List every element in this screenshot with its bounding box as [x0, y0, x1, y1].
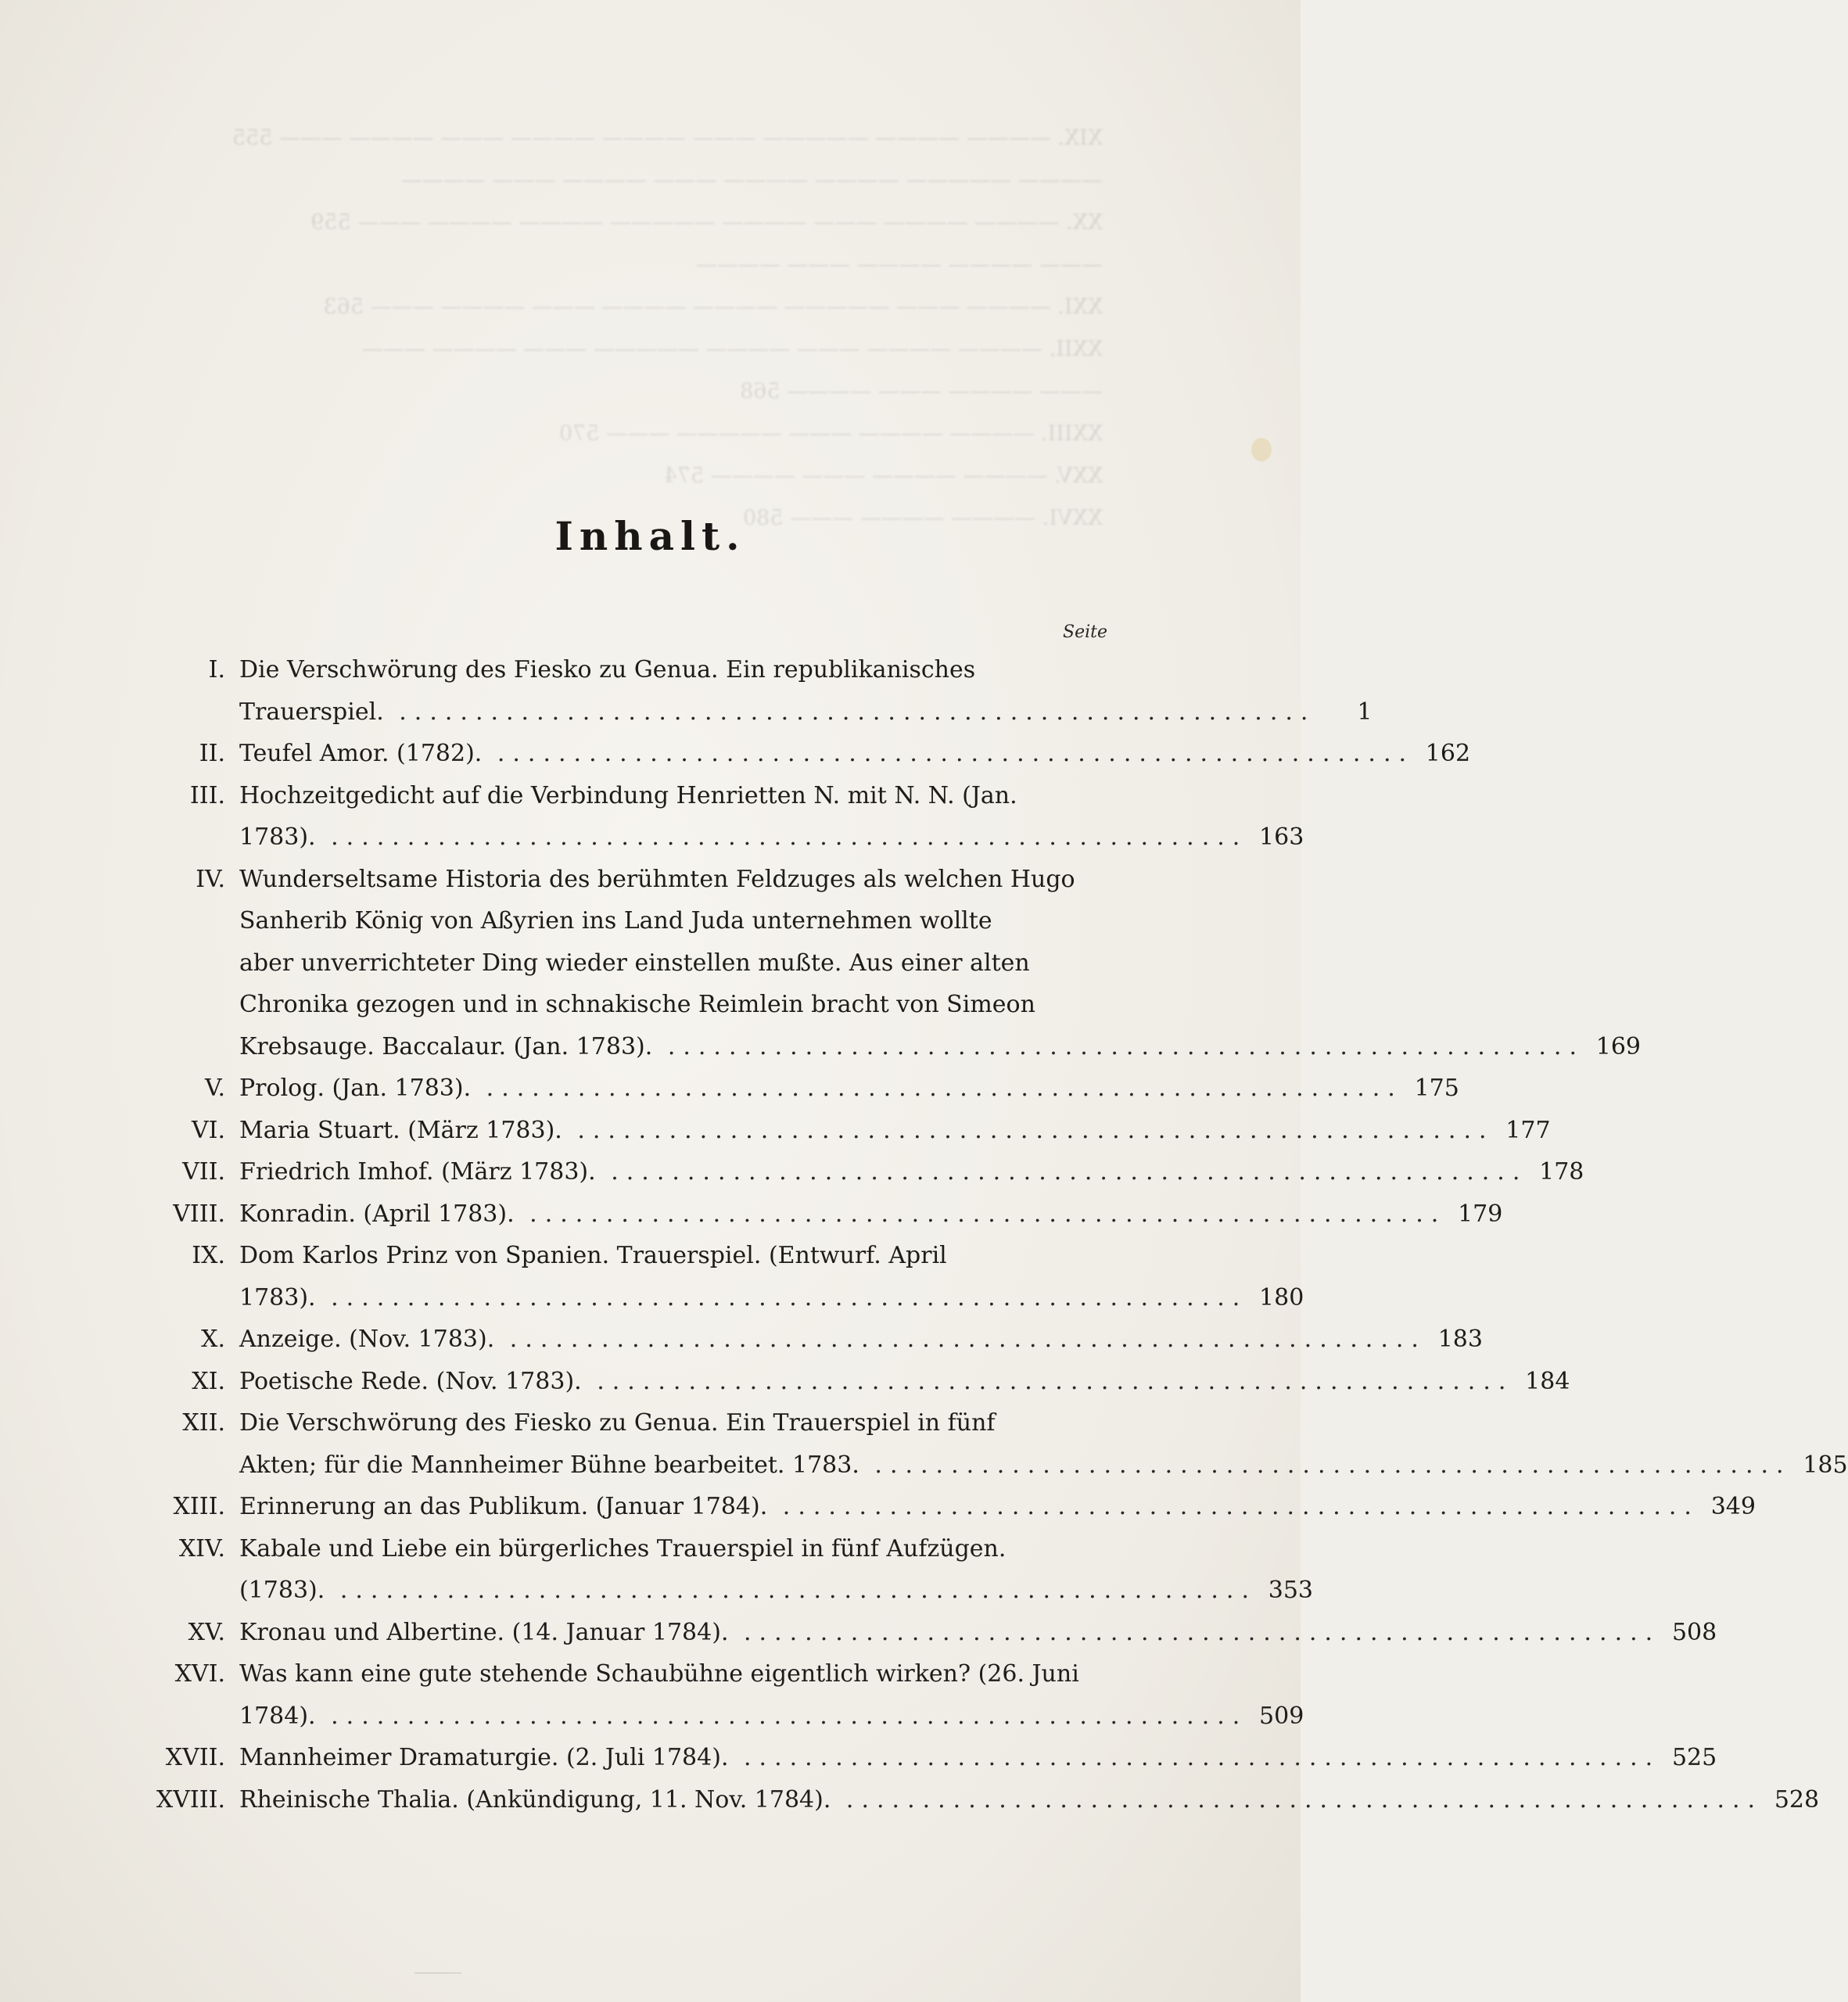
toc-entry — [133, 1067, 1459, 1110]
toc-entry-title-text: aber unverrichteter Ding wieder einstellen mußte. Aus einer alten — [239, 949, 1030, 977]
toc-entry-title-text: Erinnerung an das Publikum. (Januar 1784). — [239, 1493, 768, 1520]
toc-entry-number: XVII. — [165, 1744, 225, 1771]
toc-entry-title-text: Teufel Amor. (1782). — [239, 740, 483, 767]
toc-entry-title-text: 1784). — [239, 1702, 316, 1730]
toc-entry — [133, 1193, 1503, 1236]
toc-entry-title-text: Krebsauge. Baccalaur. (Jan. 1783). — [239, 1032, 653, 1060]
toc-entry-title-text: Kronau und Albertine. (14. Januar 1784). — [239, 1618, 729, 1646]
toc-entry — [133, 1151, 1584, 1193]
toc-entry-title-text: Trauerspiel. — [239, 698, 384, 726]
toc-entry-title — [239, 1486, 1706, 1528]
toc-entry-number: I. — [208, 656, 225, 683]
toc-entry-page-number: 508 — [1671, 1618, 1717, 1646]
toc-entry-title-text: 1783). — [239, 823, 316, 851]
toc-entry-title — [239, 1110, 1501, 1152]
dot-leader: ............................................................ — [652, 1032, 1584, 1060]
toc-entry — [133, 1486, 1756, 1528]
toc-entry-title-text: Die Verschwörung des Fiesko zu Genua. Ein republikanisches — [239, 656, 976, 683]
toc-entry-number: VIII. — [173, 1200, 225, 1228]
table-of-contents — [133, 649, 1848, 1821]
toc-entry-title-line — [239, 900, 1584, 942]
toc-entry-title-line — [239, 1737, 1660, 1779]
dot-leader: ............................................................ — [315, 1702, 1248, 1730]
toc-entry — [133, 1235, 1304, 1319]
toc-entry-title-text: Mannheimer Dramaturgie. (2. Juli 1784). — [239, 1744, 729, 1771]
toc-entry-title — [239, 1235, 1254, 1319]
toc-entry-title-line — [239, 733, 1414, 775]
toc-entry — [133, 775, 1304, 859]
toc-entry-number: XII. — [182, 1409, 225, 1437]
toc-entry-title-text: Chronika gezogen und in schnakische Reimlein bracht von Simeon — [239, 991, 1035, 1018]
toc-entry — [133, 1528, 1314, 1612]
toc-entry-number: II. — [199, 740, 225, 767]
toc-entry-title-line — [239, 1779, 1763, 1821]
toc-entry-title — [239, 1612, 1667, 1654]
dot-leader: ............................................................ — [859, 1451, 1792, 1479]
dot-leader: ............................................................ — [383, 698, 1316, 726]
toc-entry-title-text: Hochzeitgedicht auf die Verbindung Henrietten N. mit N. N. (Jan. — [239, 781, 1017, 809]
toc-entry-title-line — [239, 1151, 1527, 1193]
toc-entry — [133, 1110, 1551, 1152]
toc-entry-title — [239, 1737, 1667, 1779]
toc-entry-page-number: 1 — [1357, 698, 1373, 726]
toc-entry-title-line — [239, 1235, 1247, 1277]
toc-entry-page-number: 175 — [1414, 1075, 1459, 1102]
toc-entry-title-line — [239, 1361, 1513, 1403]
dot-leader: ............................................................ — [581, 1367, 1514, 1395]
toc-entry-title — [239, 1193, 1452, 1236]
toc-entry-page-number: 509 — [1259, 1702, 1304, 1730]
toc-entry-page-number: 179 — [1458, 1200, 1503, 1228]
toc-entry-title — [239, 733, 1420, 775]
toc-entry-number: IX. — [192, 1242, 225, 1269]
toc-entry-title-text: Poetische Rede. (Nov. 1783). — [239, 1367, 582, 1395]
toc-entry-page-number: 162 — [1425, 740, 1471, 767]
page-column-header: Seite — [1063, 622, 1107, 642]
toc-entry-page-number: 184 — [1525, 1367, 1570, 1395]
toc-entry-title-text: (1783). — [239, 1577, 325, 1604]
toc-entry-page-number: 528 — [1774, 1785, 1820, 1814]
toc-entry-number: VII. — [182, 1158, 225, 1186]
toc-entry-title-text: 1783). — [239, 1283, 316, 1311]
toc-entry-page-number: 349 — [1710, 1493, 1756, 1520]
toc-entry-title-text: Kabale und Liebe ein bürgerliches Trauerspiel in fünf Aufzügen. — [239, 1534, 1007, 1562]
toc-entry-title-text: Maria Stuart. (März 1783). — [239, 1116, 562, 1144]
toc-entry — [133, 1737, 1717, 1779]
toc-entry-title-text: Konradin. (April 1783). — [239, 1200, 515, 1228]
toc-entry-page-number: 353 — [1268, 1577, 1314, 1604]
toc-entry-title-line — [239, 984, 1584, 1026]
toc-entry-title — [239, 1151, 1534, 1193]
toc-entry-title-line — [239, 1444, 1792, 1487]
toc-entry-number: XVIII. — [156, 1785, 225, 1814]
toc-entry-number: XI. — [192, 1367, 225, 1395]
toc-entry-page-number: 525 — [1671, 1744, 1717, 1771]
toc-entry-title-line — [239, 1612, 1660, 1654]
toc-entry-title-text: Dom Karlos Prinz von Spanien. Trauerspiel. (Entwurf. April — [239, 1242, 947, 1269]
dot-leader: ............................................................ — [728, 1618, 1661, 1646]
toc-entry-title — [239, 1319, 1433, 1361]
toc-entry-title — [239, 1361, 1520, 1403]
toc-entry-number: IV. — [196, 865, 225, 893]
dot-leader: ............................................................ — [315, 823, 1248, 851]
dot-leader: ............................................................ — [595, 1158, 1528, 1186]
toc-entry-title-line — [239, 1486, 1699, 1528]
paper-stain — [1251, 438, 1272, 461]
dot-leader: ............................................................ — [728, 1744, 1661, 1771]
dot-leader: ............................................................ — [315, 1283, 1248, 1311]
toc-entry-title-line — [239, 1110, 1495, 1152]
toc-entry — [133, 1653, 1304, 1737]
toc-entry-title-line — [239, 1653, 1247, 1695]
toc-entry-title-text: Wunderseltsame Historia des berühmten Feldzuges als welchen Hugo — [239, 865, 1075, 893]
toc-entry-title-line — [239, 1026, 1584, 1068]
toc-entry-number: V. — [205, 1075, 225, 1102]
toc-entry-title-text: Friedrich Imhof. (März 1783). — [239, 1158, 596, 1186]
toc-entry-title-line — [239, 859, 1584, 901]
toc-entry-title-line — [239, 1319, 1426, 1361]
toc-entry-title — [239, 859, 1591, 1068]
toc-entry-title — [239, 649, 1322, 733]
toc-entry-number: VI. — [191, 1116, 225, 1144]
toc-entry — [133, 1779, 1820, 1821]
dot-leader: ............................................................ — [471, 1075, 1403, 1102]
toc-entry-title-text: Die Verschwörung des Fiesko zu Genua. Ein Trauerspiel in fünf — [239, 1409, 996, 1437]
toc-entry — [133, 1612, 1717, 1654]
dot-leader: ............................................................ — [325, 1577, 1258, 1604]
toc-entry-title-line — [239, 775, 1247, 817]
toc-entry-title-text: Rheinische Thalia. (Ankündigung, 11. Nov. 1784). — [239, 1785, 831, 1814]
dot-leader: ............................................................ — [562, 1116, 1495, 1144]
toc-entry — [133, 649, 1373, 733]
toc-entry-number: XVI. — [174, 1660, 225, 1688]
toc-entry-title-line — [239, 1528, 1257, 1570]
toc-entry-title — [239, 1653, 1254, 1737]
dot-leader: ............................................................ — [482, 740, 1415, 767]
toc-entry-title-text: Was kann eine gute stehende Schaubühne eigentlich wirken? (26. Juni — [239, 1660, 1079, 1688]
toc-entry — [133, 1361, 1570, 1403]
toc-entry-title — [239, 1779, 1769, 1821]
bleed-through-decoration: XIX. ———— ———— ————— ——— ———— ———— ——— ———— ——— 555 ———— ————— ———— ———— ——— ———— ——— ———— XX. ———— ———— ——— ———— ————— ———— ———— ——— 559 ——— ———— ———— ——— ———— XXI. ———— ——— ————— ———— ———— ——— ———— ——— 563 XXII. ———— ———— ——— ———— ————— ——— ———— ——— ——— ———— ——— ———— 568 XXIII. ———— ———— ——— ————— ——— 570 XXV. ———— ———— ——— ———— 574 XXVI. ———— ———— ——— 580 — [231, 126, 1103, 530]
page-title: Inhalt. — [554, 513, 746, 559]
toc-entry-title-line — [239, 1695, 1247, 1738]
toc-entry-title-line — [239, 1067, 1403, 1110]
toc-entry — [133, 859, 1641, 1068]
toc-entry-page-number: 169 — [1595, 1032, 1641, 1060]
toc-entry-page-number: 177 — [1505, 1116, 1551, 1144]
toc-entry-number: XIII. — [173, 1493, 225, 1520]
toc-entry-number: XV. — [188, 1618, 225, 1646]
toc-entry-page-number: 178 — [1539, 1158, 1584, 1186]
dot-leader: ............................................................ — [831, 1785, 1764, 1814]
toc-entry-title-line — [239, 691, 1315, 734]
toc-entry-number: X. — [201, 1326, 225, 1353]
toc-entry — [133, 1319, 1483, 1361]
toc-entry-title-text: Prolog. (Jan. 1783). — [239, 1075, 472, 1102]
footer-signature-mark — [414, 1955, 461, 1974]
toc-entry-title-line — [239, 1193, 1446, 1236]
toc-entry-title-line — [239, 942, 1584, 985]
toc-entry-page-number: 163 — [1259, 823, 1304, 851]
toc-entry-page-number: 183 — [1437, 1326, 1483, 1353]
dot-leader: ............................................................ — [494, 1326, 1426, 1353]
dot-leader: ............................................................ — [514, 1200, 1447, 1228]
toc-entry-title-line — [239, 1402, 1792, 1444]
toc-entry-number: XIV. — [178, 1534, 225, 1562]
toc-entry-page-number: 185 — [1803, 1451, 1848, 1479]
toc-entry-title — [239, 775, 1254, 859]
toc-entry-title-text: Akten; für die Mannheimer Bühne bearbeitet. 1783. — [239, 1451, 859, 1479]
dot-leader: ............................................................ — [767, 1493, 1699, 1520]
toc-entry-title-line — [239, 1277, 1247, 1319]
toc-entry-title — [239, 1067, 1409, 1110]
toc-entry — [133, 1402, 1848, 1486]
toc-entry-title-line — [239, 1570, 1257, 1612]
toc-entry-number: III. — [189, 781, 225, 809]
toc-entry-page-number: 180 — [1259, 1283, 1304, 1311]
toc-entry-title — [239, 1402, 1798, 1486]
toc-entry-title-text: Sanherib König von Aßyrien ins Land Juda unternehmen wollte — [239, 907, 992, 935]
toc-entry — [133, 733, 1471, 775]
toc-entry-title-text: Anzeige. (Nov. 1783). — [239, 1326, 495, 1353]
toc-entry-title — [239, 1528, 1263, 1612]
toc-entry-title-line — [239, 816, 1247, 859]
toc-entry-title-line — [239, 649, 1315, 691]
